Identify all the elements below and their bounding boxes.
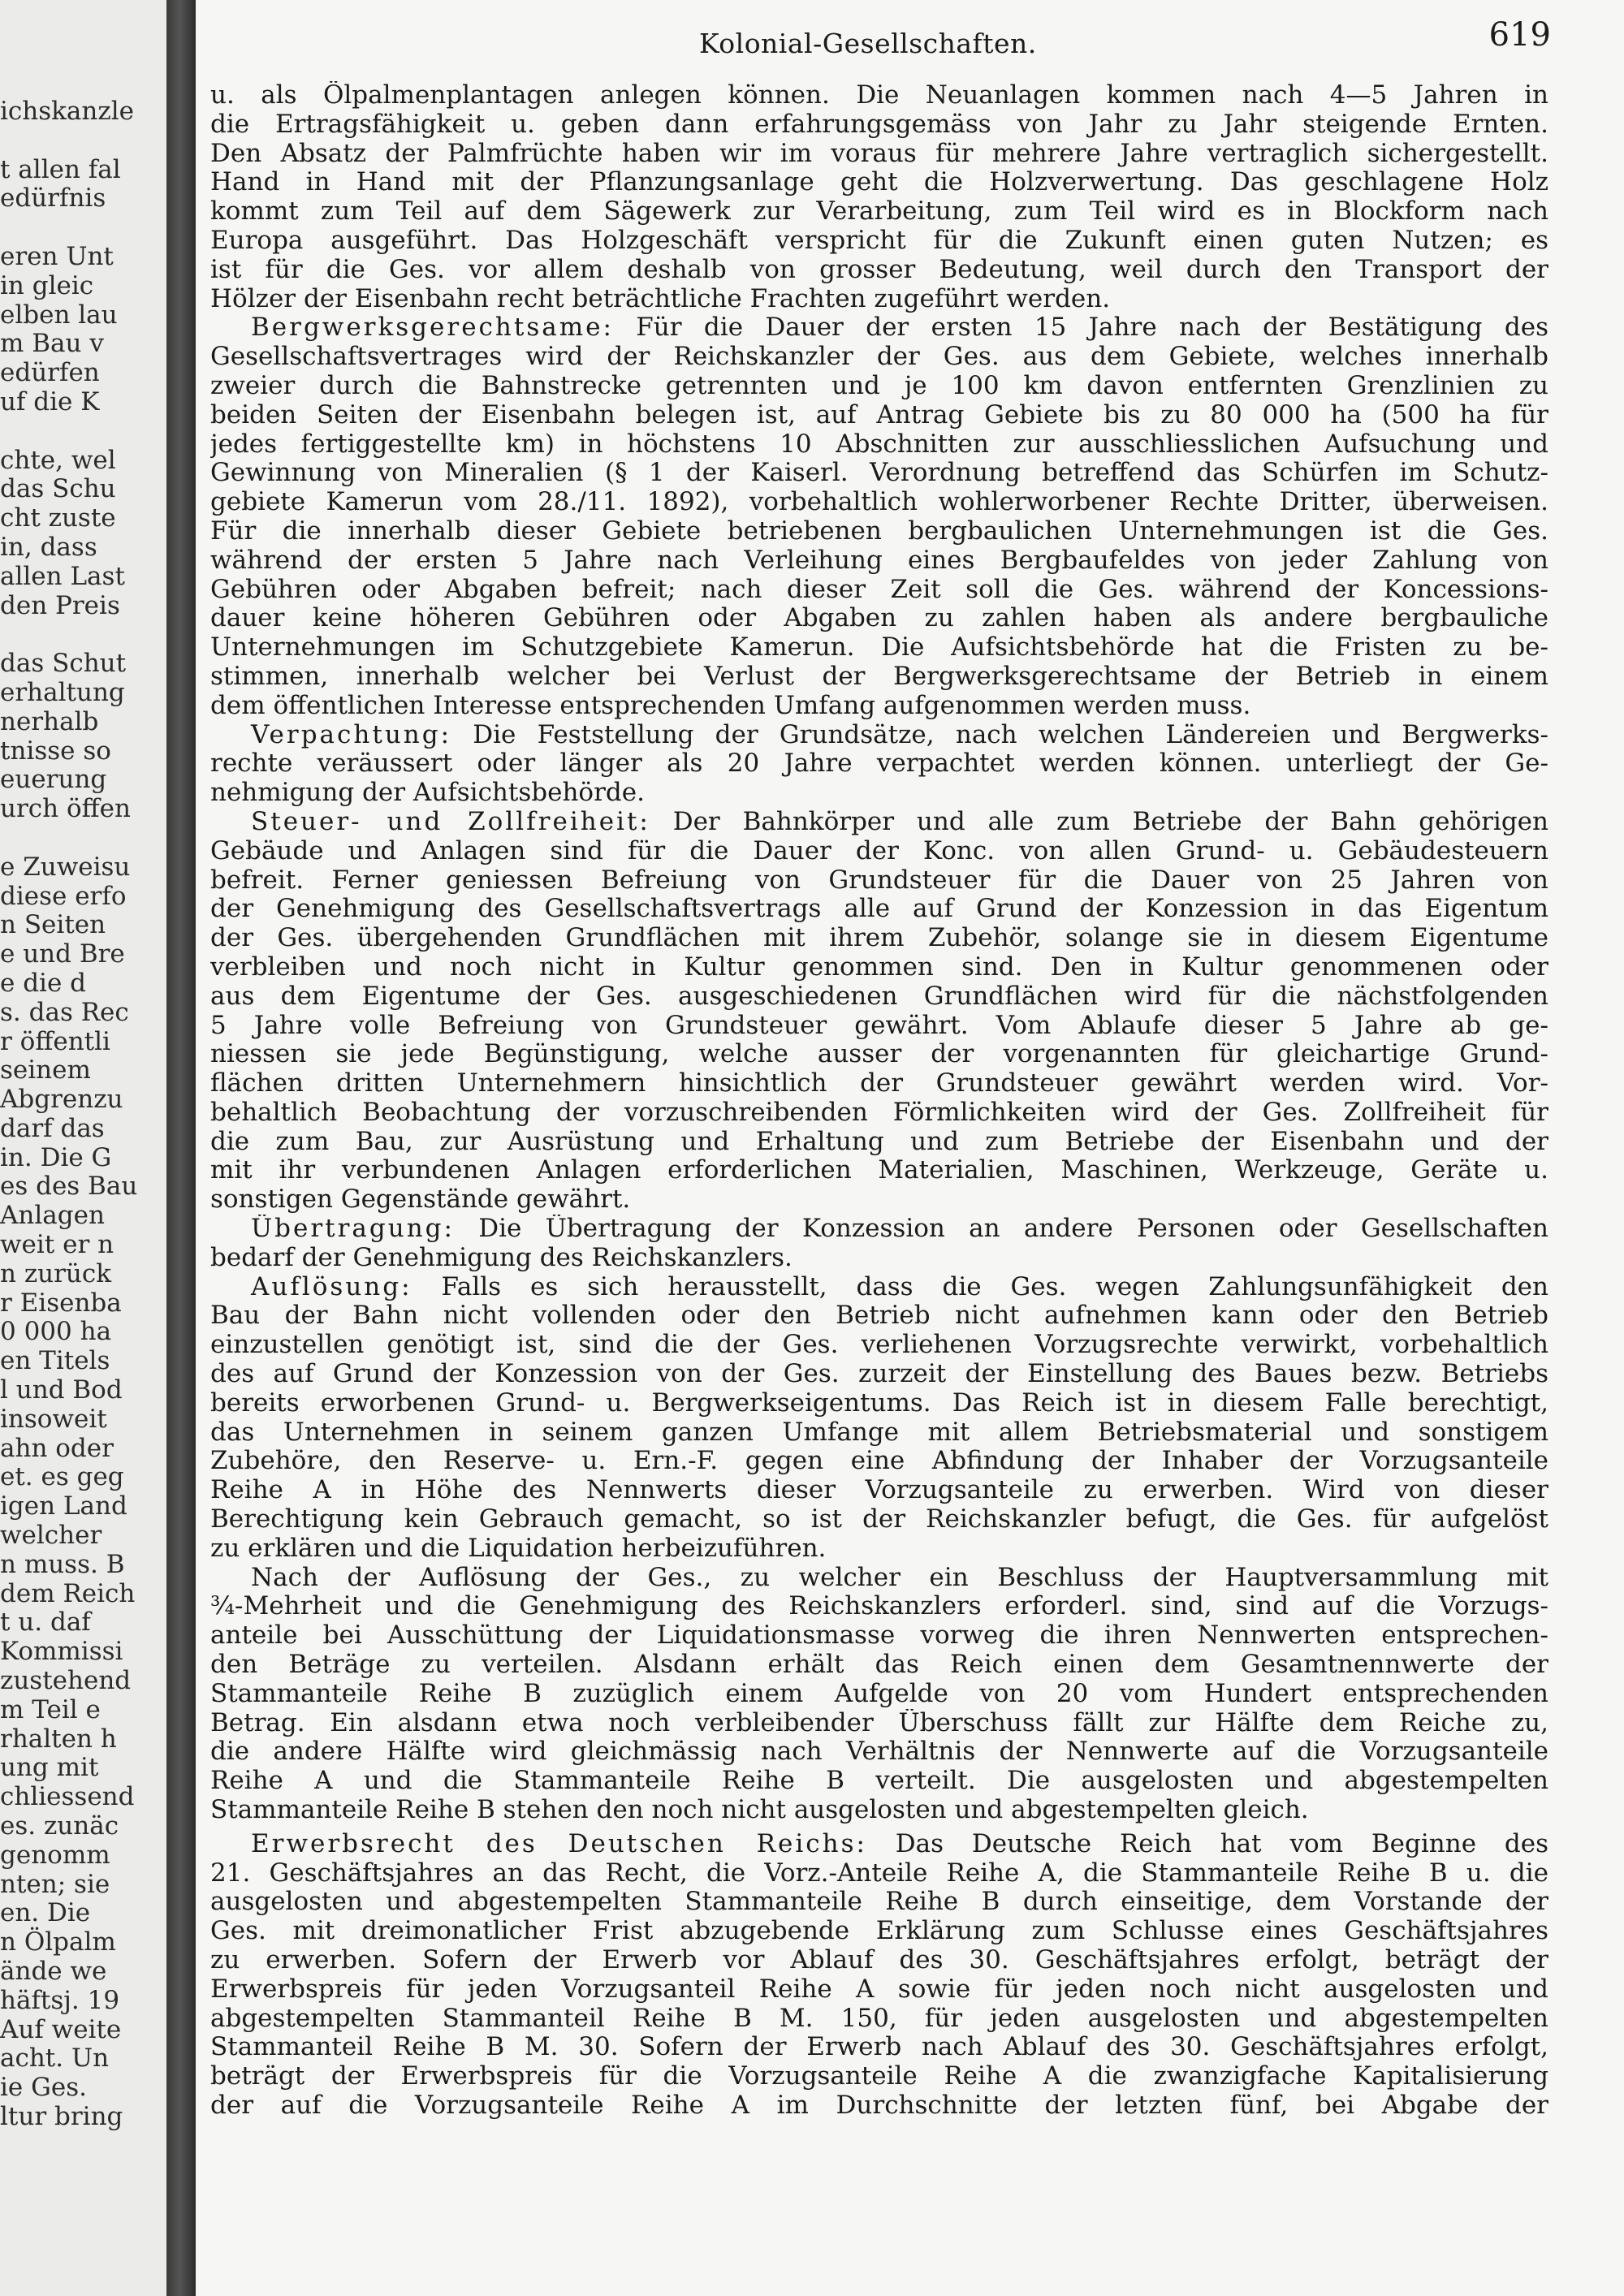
line-text: Stammanteile Reihe B zuzüglich einem Aufgelde von 20 vom Hundert entsprechenden [210, 1679, 1548, 1708]
text-line [210, 1621, 1548, 1651]
line-text: zweier durch die Bahnstrecke getrennten und je 100 km davon entfernten Grenzlinien zu [210, 371, 1548, 400]
line-text: Bau der Bahn nicht vollenden oder den Betrieb nicht aufnehmen kann oder den Betrieb [210, 1301, 1548, 1331]
margin-fragment: et. es geg [0, 1462, 124, 1492]
running-title: Kolonial-Gesellschaften. [699, 28, 1037, 59]
body-text [210, 81, 1548, 2121]
line-text: rechte veräussert oder länger als 20 Jahre verpachtet werden können. unterliegt der Ge- [210, 749, 1548, 779]
line-text: aus dem Eigentume der Ges. ausgeschiedenen Grundflächen wird für die nächstfolgenden [210, 982, 1548, 1011]
margin-fragment: edürfnis [0, 183, 106, 214]
line-text: Berechtigung kein Gebrauch gemacht, so ist der Reichskanzler befugt, die Ges. für aufgelöst [210, 1505, 1548, 1534]
text-line [210, 749, 1548, 779]
margin-fragment: nerhalb [0, 706, 99, 736]
margin-fragment: das Schu [0, 474, 116, 504]
line-text: die Ertragsfähigkeit u. geben dann erfahrungsgemäss von Jahr zu Jahr steigende Ernten. [210, 110, 1548, 139]
text-line [210, 1709, 1548, 1738]
line-text: Die Feststellung der Grundsätze, nach welchen Ländereien und Bergwerks- [451, 720, 1548, 749]
text-line [210, 982, 1548, 1012]
text-line [210, 1098, 1548, 1128]
margin-fragment: darf das [0, 1113, 105, 1143]
line-text: Falls es sich herausstellt, dass die Ges. wegen Zahlungsunfähigkeit den [412, 1272, 1548, 1301]
text-line [210, 110, 1548, 140]
margin-fragment: genomm [0, 1840, 110, 1870]
margin-fragment: chte, wel [0, 445, 116, 475]
line-text: Hand in Hand mit der Pflanzungsanlage geht die Holzverwertung. Das geschlagene Holz [210, 168, 1548, 197]
page-header [196, 16, 1624, 65]
margin-fragment: Kommissi [0, 1637, 123, 1667]
margin-fragment: r Eisenba [0, 1288, 122, 1318]
text-line [210, 1418, 1548, 1448]
margin-fragment: häftsj. 19 [0, 1985, 120, 2015]
line-text: Das Deutsche Reich hat vom Beginne des [866, 1829, 1548, 1858]
text-line [210, 2062, 1548, 2091]
line-text: bedarf der Genehmigung des Reichskanzlers. [210, 1243, 793, 1272]
book-gutter [166, 0, 196, 2296]
line-text: die andere Hälfte wird gleichmässig nach Verhältnis der Nennwerte auf die Vorzugsanteile [210, 1737, 1548, 1767]
text-line [210, 2091, 1548, 2121]
margin-fragment: es. zunäc [0, 1811, 119, 1841]
margin-fragment: welcher [0, 1521, 102, 1551]
margin-fragment: das Schut [0, 649, 127, 679]
line-text: nehmigung der Aufsichtsbehörde. [210, 779, 645, 808]
margin-fragment: t allen fal [0, 154, 121, 184]
line-text: abgestempelten Stammanteil Reihe B M. 150, für jeden ausgelosten und abgestempelten [210, 2004, 1548, 2033]
margin-fragment: ie Ges. [0, 2073, 87, 2103]
margin-fragment: zustehend [0, 1666, 132, 1696]
text-line [210, 895, 1548, 924]
line-text: Gesellschaftsvertrages wird der Reichskanzler der Ges. aus dem Gebiete, welches innerhalb [210, 343, 1548, 372]
text-line [210, 1273, 1548, 1302]
margin-fragment: ahn oder [0, 1433, 114, 1463]
margin-fragment: den Preis [0, 590, 120, 620]
text-line [210, 1767, 1548, 1796]
line-text: behaltlich Beobachtung der vorzuschreibenden Förmlichkeiten wird der Ges. Zollfreiheit für [210, 1098, 1548, 1127]
margin-fragment: Auf weite [0, 2014, 122, 2044]
line-text: zu erklären und die Liquidation herbeizuführen. [210, 1534, 827, 1563]
margin-fragment: in, dass [0, 532, 97, 562]
page-number: 619 [1488, 16, 1551, 54]
text-line [210, 1505, 1548, 1534]
margin-fragment: acht. Un [0, 2044, 110, 2074]
text-line [210, 808, 1548, 837]
line-text: Europa ausgeführt. Das Holzgeschäft verspricht für die Zukunft einen guten Nutzen; es [210, 226, 1548, 255]
margin-fragment: igen Land [0, 1491, 127, 1521]
line-text: Nach der Auflösung der Ges., zu welcher ein Beschluss der Hauptversammlung mit [251, 1563, 1548, 1592]
text-line [210, 401, 1548, 430]
margin-fragment: es des Bau [0, 1172, 138, 1202]
text-line [210, 1651, 1548, 1680]
text-line [210, 488, 1548, 517]
text-line [210, 953, 1548, 982]
text-line [210, 721, 1548, 750]
line-text: das Unternehmen in seinem ganzen Umfange mit allem Betriebsmaterial und sonstigem [210, 1418, 1548, 1447]
line-text: bereits erworbenen Grund- u. Bergwerkseigentums. Das Reich ist in diesem Falle berechtigt, [210, 1388, 1548, 1418]
margin-fragment: rhalten h [0, 1724, 117, 1754]
margin-fragment: s. das Rec [0, 997, 129, 1027]
line-text: flächen dritten Unternehmern hinsichtlich der Grundsteuer gewährt werden wird. Vor- [210, 1069, 1548, 1098]
line-text: verbleiben und noch nicht in Kultur genommen sind. Den in Kultur genommenen oder [210, 952, 1548, 982]
margin-fragment: n Ölpalm [0, 1927, 116, 1957]
margin-fragment: en Titels [0, 1346, 110, 1376]
text-line [210, 2005, 1548, 2034]
section-heading: Erwerbsrecht des Deutschen Reichs: [251, 1829, 867, 1858]
text-line [210, 837, 1548, 866]
text-line [210, 313, 1548, 343]
margin-fragment: edürfen [0, 358, 100, 388]
text-line [210, 1564, 1548, 1593]
margin-fragment: en. Die [0, 1898, 91, 1928]
page [196, 0, 1624, 2296]
line-text: Zubehöre, den Reserve- u. Ern.-F. gegen eine Abfindung der Inhaber der Vorzugsanteile [210, 1447, 1548, 1476]
text-line [210, 2033, 1548, 2062]
margin-fragment: allen Last [0, 561, 125, 591]
text-line [210, 227, 1548, 256]
margin-fragment: ände we [0, 1957, 107, 1986]
text-line [210, 866, 1548, 896]
text-line [210, 1331, 1548, 1360]
margin-fragment: r öffentli [0, 1026, 110, 1056]
line-text: Reihe A in Höhe des Nennwerts dieser Vorzugsanteile zu erwerben. Wird von dieser [210, 1476, 1548, 1505]
text-line [210, 517, 1548, 546]
line-text: Gebühren oder Abgaben befreit; nach dieser Zeit soll die Ges. während der Koncessions- [210, 575, 1548, 604]
line-text: während der ersten 5 Jahre nach Verleihung eines Bergbaufeldes von jeder Zahlung von [210, 546, 1548, 575]
line-text: niessen sie jede Begünstigung, welche ausser der vorgenannten für gleichartige Grund- [210, 1040, 1548, 1069]
line-text: einzustellen genötigt ist, sind die der Ges. verliehenen Vorzugsrechte verwirkt, vorbehaltlich [210, 1331, 1548, 1360]
text-line [210, 1156, 1548, 1185]
section-heading: Bergwerksgerechtsame: [251, 313, 614, 343]
text-line [210, 1917, 1548, 1946]
margin-fragment: euerung [0, 765, 107, 795]
text-line [210, 924, 1548, 953]
margin-fragment: m Teil e [0, 1694, 101, 1724]
line-text: Stammanteil Reihe B M. 30. Sofern der Erwerb nach Ablauf des 30. Geschäftsjahres erfolgt, [210, 2033, 1548, 2062]
margin-fragment [0, 214, 166, 243]
text-line [210, 1796, 1548, 1825]
section-heading: Auflösung: [251, 1272, 412, 1301]
margin-fragment: elben lau [0, 300, 118, 330]
margin-fragment [0, 620, 166, 650]
text-line [210, 256, 1548, 285]
margin-fragment: chliessend [0, 1782, 135, 1812]
text-line [210, 692, 1548, 721]
margin-fragment: dem Reich [0, 1578, 136, 1608]
text-line [210, 430, 1548, 460]
text-line [210, 1946, 1548, 1975]
line-text: die zum Bau, zur Ausrüstung und Erhaltung und zum Betriebe der Eisenbahn und der [210, 1127, 1548, 1156]
line-text: Unternehmungen im Schutzgebiete Kamerun. Die Aufsichtsbehörde hat die Fristen zu be- [210, 633, 1548, 662]
text-line [210, 285, 1548, 314]
text-line [210, 1888, 1548, 1917]
previous-page-text-fragments [0, 97, 166, 2132]
margin-fragment: eren Unt [0, 241, 114, 271]
margin-fragment: uf die K [0, 386, 100, 416]
text-line [210, 459, 1548, 488]
line-text: Gebäude und Anlagen sind für die Dauer der Konc. von allen Grund- u. Gebäudesteuern [210, 836, 1548, 865]
text-line [210, 372, 1548, 401]
line-text: ist für die Ges. vor allem deshalb von grosser Bedeutung, weil durch den Transport der [210, 255, 1548, 284]
text-line [210, 81, 1548, 110]
text-line [210, 604, 1548, 633]
line-text: dauer keine höheren Gebühren oder Abgaben zu zahlen haben als andere bergbauliche [210, 604, 1548, 633]
margin-fragment: e und Bre [0, 939, 125, 969]
margin-fragment: 0 000 ha [0, 1317, 112, 1347]
margin-fragment: Abgrenzu [0, 1085, 123, 1115]
margin-fragment: t u. daf [0, 1608, 91, 1638]
margin-fragment: e Zuweisu [0, 852, 131, 882]
line-text: Stammanteile Reihe B stehen den noch nicht ausgelosten und abgestempelten gleich. [210, 1796, 1309, 1825]
line-text: Hölzer der Eisenbahn recht beträchtliche Frachten zugeführt werden. [210, 284, 1111, 313]
line-text: stimmen, innerhalb welcher bei Verlust der Bergwerksgerechtsame der Betrieb in einem [210, 662, 1548, 691]
line-text: sonstigen Gegenstände gewährt. [210, 1185, 631, 1215]
text-line [210, 140, 1548, 169]
line-text: jedes fertiggestellte km) in höchstens 10 Abschnitten zur ausschliesslichen Aufsuchung und [210, 429, 1548, 459]
line-text: ¾-Mehrheit und die Genehmigung des Reichskanzlers erforderl. sind, sind auf die Vorzugs- [210, 1592, 1548, 1621]
text-line [210, 1389, 1548, 1418]
line-text: gebiete Kamerun vom 28./11. 1892), vorbehaltlich wohlerworbener Rechte Dritter, überweisen. [210, 488, 1548, 517]
line-text: Für die Dauer der ersten 15 Jahre nach der Bestätigung des [613, 313, 1548, 343]
text-line [210, 1447, 1548, 1476]
text-line [210, 1040, 1548, 1069]
margin-fragment: m Bau v [0, 329, 104, 359]
line-text: beiden Seiten der Eisenbahn belegen ist, auf Antrag Gebiete bis zu 80 000 ha (500 ha für [210, 400, 1548, 429]
line-text: Gewinnung von Mineralien (§ 1 der Kaiserl. Verordnung betreffend das Schürfen im Schutz- [210, 459, 1548, 488]
text-line [210, 1301, 1548, 1331]
line-text: der auf die Vorzugsanteile Reihe A im Durchschnitte der letzten fünf, bei Abgabe der [210, 2091, 1548, 2120]
margin-fragment: n Seiten [0, 910, 106, 940]
line-text: 5 Jahre volle Befreiung von Grundsteuer gewährt. Vom Ablaufe dieser 5 Jahre ab ge- [210, 1011, 1548, 1040]
margin-fragment [0, 127, 166, 156]
line-text: Erwerbspreis für jeden Vorzugsanteil Reihe A sowie für jeden noch nicht ausgelosten und [210, 1974, 1548, 2004]
line-text: Ges. mit dreimonatlicher Frist abzugebende Erklärung zum Schlusse eines Geschäftsjahres [210, 1917, 1548, 1946]
text-line [210, 1128, 1548, 1157]
margin-fragment [0, 824, 166, 853]
line-text: 21. Geschäftsjahres an das Recht, die Vorz.-Anteile Reihe A, die Stammanteile Reihe B u. die [210, 1858, 1548, 1888]
line-text: dem öffentlichen Interesse entsprechenden Umfang aufgenommen werden muss. [210, 691, 1251, 720]
margin-fragment: cht zuste [0, 503, 116, 533]
margin-fragment: ung mit [0, 1753, 99, 1783]
text-line [210, 1215, 1548, 1244]
section-heading: Übertragung: [251, 1215, 455, 1244]
margin-fragment: l und Bod [0, 1375, 123, 1405]
margin-fragment: ichskanzle [0, 97, 134, 126]
text-line [210, 168, 1548, 197]
text-line [210, 1012, 1548, 1041]
previous-page-margin [0, 0, 166, 2296]
line-text: Reihe A und die Stammanteile Reihe B verteilt. Die ausgelosten und abgestempelten [210, 1767, 1548, 1796]
margin-fragment: diese erfo [0, 881, 127, 911]
margin-fragment: n zurück [0, 1258, 112, 1288]
margin-fragment: insoweit [0, 1404, 107, 1434]
margin-fragment: in gleic [0, 270, 94, 300]
text-line [210, 1859, 1548, 1888]
line-text: befreit. Ferner geniessen Befreiung von Grundsteuer für die Dauer von 25 Jahren von [210, 865, 1548, 895]
line-text: beträgt der Erwerbspreis für die Vorzugsanteile Reihe A die zwanzigfache Kapitalisierung [210, 2062, 1548, 2091]
line-text: des auf Grund der Konzession von der Ges. zurzeit der Einstellung des Baues bezw. Betriebs [210, 1360, 1548, 1389]
text-line [210, 1360, 1548, 1389]
margin-fragment: weit er n [0, 1230, 114, 1260]
line-text: Den Absatz der Palmfrüchte haben wir im voraus für mehrere Jahre vertraglich sichergestellt. [210, 139, 1548, 168]
text-line [210, 779, 1548, 808]
margin-fragment: n muss. B [0, 1549, 125, 1579]
text-line [210, 343, 1548, 372]
line-text: Der Bahnkörper und alle zum Betriebe der Bahn gehörigen [650, 807, 1548, 836]
text-line [210, 1476, 1548, 1505]
line-text: der Genehmigung des Gesellschaftsvertrags alle auf Grund der Konzession in das Eigentum [210, 895, 1548, 924]
margin-fragment: erhaltung [0, 677, 125, 707]
margin-fragment [0, 417, 166, 447]
text-line [210, 662, 1548, 692]
text-line [210, 1592, 1548, 1621]
margin-fragment: ltur bring [0, 2101, 123, 2131]
text-line [210, 1185, 1548, 1215]
margin-fragment: nten; sie [0, 1869, 110, 1899]
margin-fragment: seinem [0, 1055, 91, 1085]
section-heading: Verpachtung: [251, 720, 452, 749]
text-line [210, 1830, 1548, 1859]
text-line [210, 546, 1548, 576]
text-line [210, 1680, 1548, 1709]
margin-fragment: in. Die G [0, 1142, 112, 1172]
section-heading: Steuer- und Zollfreiheit: [251, 807, 650, 836]
line-text: kommt zum Teil auf dem Sägewerk zur Verarbeitung, zum Teil wird es in Blockform nach [210, 197, 1548, 227]
margin-fragment: tnisse so [0, 736, 111, 766]
text-line [210, 1244, 1548, 1273]
line-text: der Ges. übergehenden Grundflächen mit ihrem Zubehör, solange sie in diesem Eigentume [210, 924, 1548, 953]
line-text: zu erwerben. Sofern der Erwerb vor Ablauf des 30. Geschäftsjahres erfolgt, beträgt der [210, 1946, 1548, 1974]
text-line [210, 197, 1548, 227]
line-text: anteile bei Ausschüttung der Liquidationsmasse vorweg die ihren Nennwerten entsprechen- [210, 1621, 1548, 1651]
text-line [210, 1737, 1548, 1767]
margin-fragment: e die d [0, 968, 87, 998]
line-text: Für die innerhalb dieser Gebiete betriebenen bergbaulichen Unternehmungen ist die Ges. [210, 516, 1548, 546]
line-text: ausgelosten und abgestempelten Stammanteile Reihe B durch einseitige, dem Vorstande der [210, 1888, 1548, 1917]
line-text: Die Übertragung der Konzession an andere Personen oder Gesellschaften [454, 1215, 1548, 1244]
margin-fragment: urch öffen [0, 794, 131, 824]
text-line [210, 576, 1548, 605]
line-text: mit ihr verbundenen Anlagen erforderlichen Materialien, Maschinen, Werkzeuge, Geräte u. [210, 1156, 1548, 1185]
margin-fragment: Anlagen [0, 1201, 105, 1231]
line-text: u. als Ölpalmenplantagen anlegen können. Die Neuanlagen kommen nach 4—5 Jahren in [210, 81, 1548, 110]
text-line [210, 1975, 1548, 2005]
line-text: Betrag. Ein alsdann etwa noch verbleibender Überschuss fällt zur Hälfte dem Reiche zu, [210, 1708, 1548, 1737]
text-line [210, 1069, 1548, 1098]
line-text: den Beträge zu verteilen. Alsdann erhält das Reich einen dem Gesamtnennwerte der [210, 1651, 1548, 1680]
text-line [210, 1534, 1548, 1564]
text-line [210, 633, 1548, 662]
